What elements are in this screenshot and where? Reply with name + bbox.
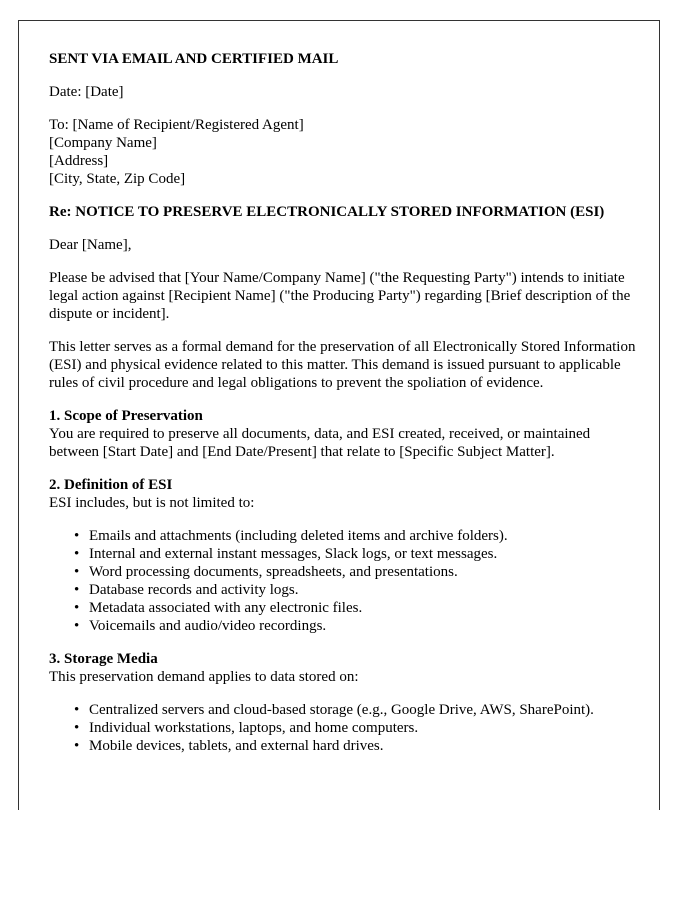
section-heading-scope: 1. Scope of Preservation bbox=[49, 408, 203, 424]
list-item: • Voicemails and audio/video recordings. bbox=[89, 617, 639, 635]
storage-list bbox=[49, 701, 639, 755]
list-item: • Metadata associated with any electronic files. bbox=[89, 599, 639, 617]
address-line-street: [Address] bbox=[49, 153, 109, 169]
section-heading-storage: 3. Storage Media bbox=[49, 651, 158, 667]
section-scope bbox=[49, 407, 639, 461]
section-storage-media bbox=[49, 650, 639, 686]
address-line-recipient: To: [Name of Recipient/Registered Agent] bbox=[49, 117, 304, 133]
list-item: • Word processing documents, spreadsheets, and presentations. bbox=[89, 563, 639, 581]
section-heading-esi: 2. Definition of ESI bbox=[49, 477, 173, 493]
section-text-storage: This preservation demand applies to data stored on: bbox=[49, 669, 359, 685]
section-text-esi: ESI includes, but is not limited to: bbox=[49, 495, 255, 511]
list-item: • Internal and external instant messages, Slack logs, or text messages. bbox=[89, 545, 639, 563]
sent-via-line: SENT VIA EMAIL AND CERTIFIED MAIL bbox=[49, 51, 339, 67]
letter-content bbox=[49, 50, 639, 770]
section-esi-definition bbox=[49, 476, 639, 512]
demand-paragraph: This letter serves as a formal demand for the preservation of all Electronically Stored Information (ESI) and physical evidence related to this matter. This demand is issued pursuant to applicable rules of civil procedure and legal obligations to prevent the spoliation of evidence. bbox=[49, 339, 636, 391]
section-text-scope: You are required to preserve all documents, data, and ESI created, received, or maintained between [Start Date] and [End Date/Present] that relate to [Specific Subject Matter]. bbox=[49, 426, 591, 460]
letter-page bbox=[18, 20, 660, 810]
date-line: Date: [Date] bbox=[49, 84, 124, 100]
address-line-company: [Company Name] bbox=[49, 135, 157, 151]
recipient-address bbox=[49, 116, 639, 188]
list-item: • Mobile devices, tablets, and external hard drives. bbox=[89, 737, 639, 755]
list-item: • Database records and activity logs. bbox=[89, 581, 639, 599]
list-item: • Individual workstations, laptops, and home computers. bbox=[89, 719, 639, 737]
salutation: Dear [Name], bbox=[49, 237, 132, 253]
list-item: • Centralized servers and cloud-based storage (e.g., Google Drive, AWS, SharePoint). bbox=[89, 701, 639, 719]
list-item: • Emails and attachments (including deleted items and archive folders). bbox=[89, 527, 639, 545]
address-line-city: [City, State, Zip Code] bbox=[49, 171, 186, 187]
subject-line: Re: NOTICE TO PRESERVE ELECTRONICALLY STORED INFORMATION (ESI) bbox=[49, 204, 605, 220]
esi-list bbox=[49, 527, 639, 635]
intro-paragraph: Please be advised that [Your Name/Company Name] ("the Requesting Party") intends to initiate legal action against [Recipient Name] ("the Producing Party") regarding [Brief description of the dispute or incident]. bbox=[49, 270, 631, 322]
